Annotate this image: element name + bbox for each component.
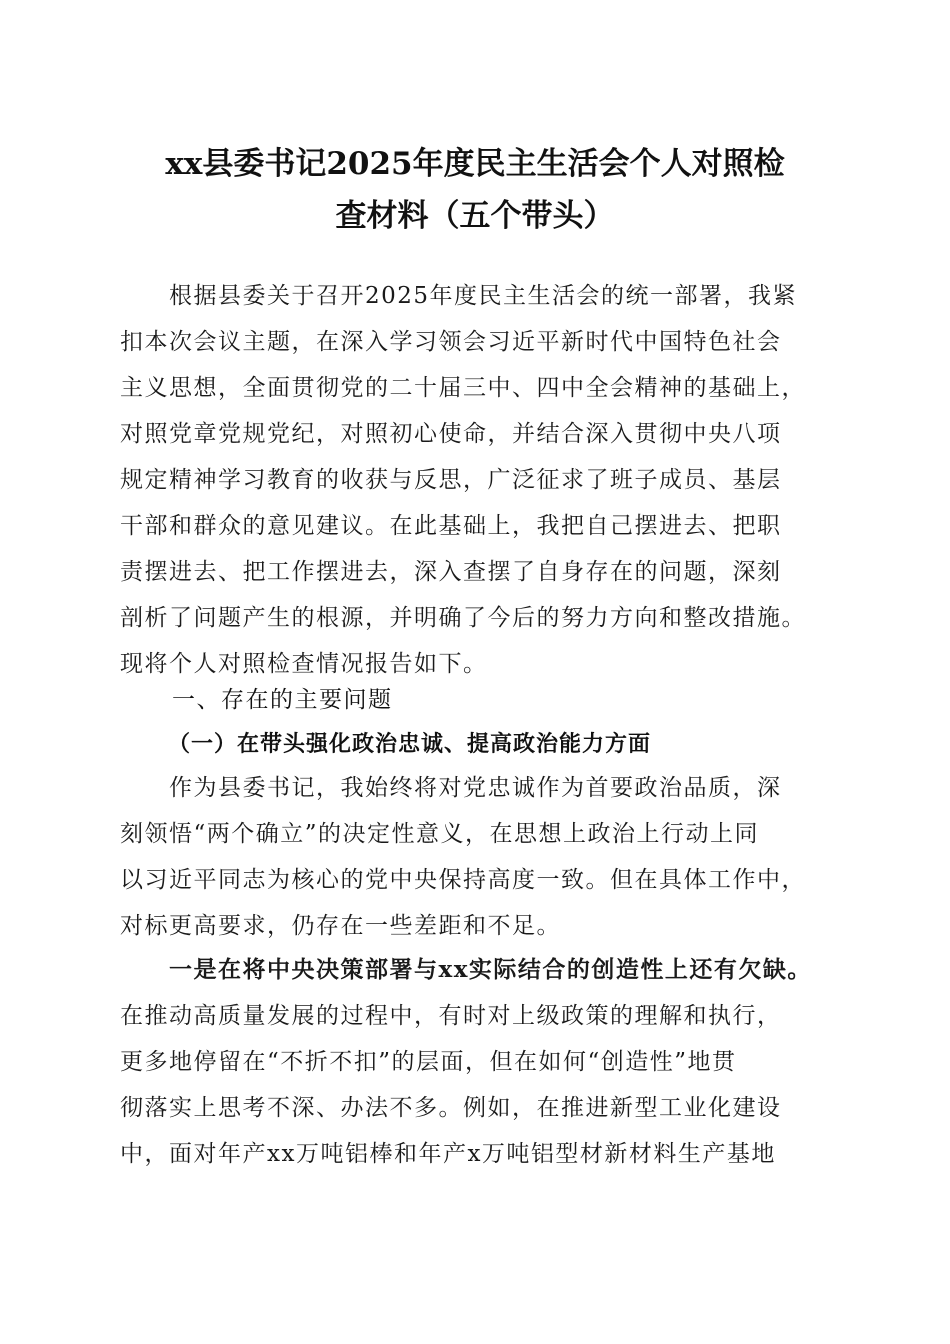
subsection-heading: （一）在带头强化政治忠诚、提高政治能力方面	[168, 731, 652, 757]
paragraph-political-loyalty	[120, 765, 840, 949]
paragraph-line: 彻落实上思考不深、办法不多。例如，在推进新型工业化建设	[120, 1095, 782, 1121]
intro-line: 现将个人对照检查情况报告如下。	[120, 651, 488, 677]
document-title-line-1: xx县委书记2025年度民主生活会个人对照检	[165, 146, 785, 182]
paragraph-line: 更多地停留在“不折不扣”的层面，但在如何“创造性”地贯	[120, 1049, 737, 1075]
intro-line: 扣本次会议主题，在深入学习领会习近平新时代中国特色社会	[120, 329, 782, 355]
paragraph-line: 作为县委书记，我始终将对党忠诚作为首要政治品质，深	[120, 775, 782, 801]
intro-line: 主义思想，全面贯彻党的二十届三中、四中全会精神的基础上，	[120, 375, 806, 401]
paragraph-line: 在推动高质量发展的过程中，有时对上级政策的理解和执行，	[120, 1003, 782, 1029]
section-heading: 一、存在的主要问题	[172, 687, 393, 713]
intro-line: 根据县委关于召开2025年度民主生活会的统一部署，我紧	[120, 283, 798, 309]
paragraph-line: 以习近平同志为核心的党中央保持高度一致。但在具体工作中，	[120, 867, 806, 893]
document-title-line-2: 查材料（五个带头）	[335, 198, 615, 234]
intro-line: 责摆进去、把工作摆进去，深入查摆了自身存在的问题，深刻	[120, 559, 782, 585]
paragraph-line: 刻领悟“两个确立”的决定性意义，在思想上政治上行动上同	[120, 821, 760, 847]
paragraph-line: 中，面对年产xx万吨铝棒和年产x万吨铝型材新材料生产基地	[120, 1141, 776, 1167]
paragraph-line: 对标更高要求，仍存在一些差距和不足。	[120, 913, 561, 939]
point-one-lead: 一是在将中央决策部署与xx实际结合的创造性上还有欠缺。	[120, 956, 812, 983]
paragraph-point-one	[120, 947, 840, 1177]
intro-line: 干部和群众的意见建议。在此基础上，我把自己摆进去、把职	[120, 513, 782, 539]
intro-line: 规定精神学习教育的收获与反思，广泛征求了班子成员、基层	[120, 467, 782, 493]
intro-paragraph	[120, 273, 840, 687]
intro-line: 剖析了问题产生的根源，并明确了今后的努力方向和整改措施。	[120, 605, 806, 631]
intro-line: 对照党章党规党纪，对照初心使命，并结合深入贯彻中央八项	[120, 421, 782, 447]
